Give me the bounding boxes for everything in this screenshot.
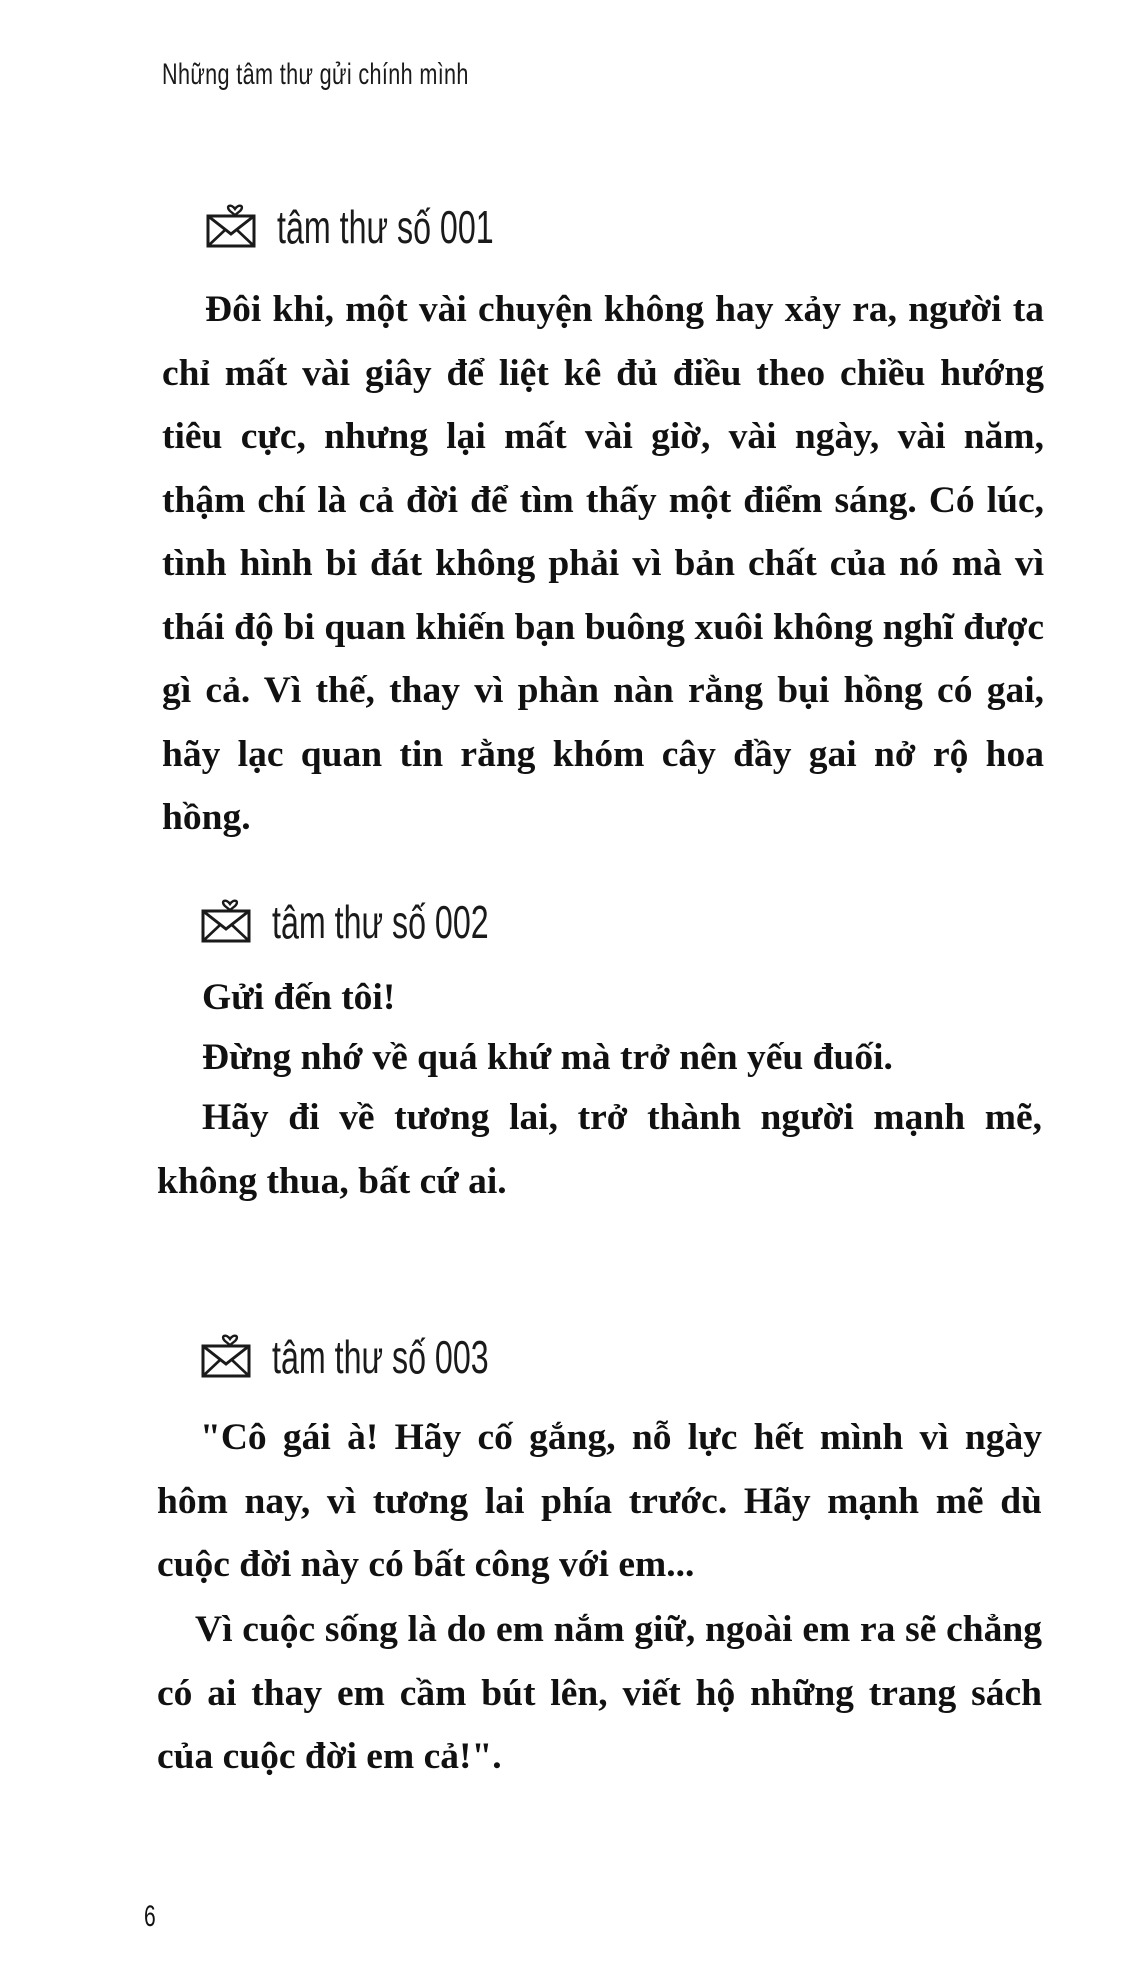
section-heading bbox=[205, 200, 587, 253]
envelope-heart-icon bbox=[205, 200, 263, 250]
paragraph: Đôi khi, một vài chuyện không hay xảy ra, người ta chỉ mất vài giây để liệt kê đủ điều theo chiều hướng tiêu cực, nhưng lại mất vài giờ, vài ngày, vài năm, thậm chí là cả đời để tìm thấy một điểm sáng. Có lúc, tình hình bi đát không phải vì bản chất của nó mà vì thái độ bi quan khiến bạn buông xuôi không nghĩ được gì cả. Vì thế, thay vì phàn nàn rằng bụi hồng có gai, hãy lạc quan tin rằng khóm cây đầy gai nở rộ hoa hồng. bbox=[162, 289, 1044, 838]
paragraph: Gửi đến tôi! bbox=[202, 977, 396, 1018]
envelope-heart-icon bbox=[200, 895, 258, 945]
running-header: Những tâm thư gửi chính mình bbox=[162, 58, 469, 91]
section-title: tâm thư số 002 bbox=[272, 896, 489, 948]
section-title: tâm thư số 001 bbox=[277, 201, 494, 253]
paragraph: Đừng nhớ về quá khứ mà trở nên yếu đuối. bbox=[202, 1037, 893, 1078]
paragraph: "Cô gái à! Hãy cố gắng, nỗ lực hết mình vì ngày hôm nay, vì tương lai phía trước. Hãy mạnh mẽ dù cuộc đời này có bất công với em... bbox=[157, 1417, 1042, 1585]
paragraph: Hãy đi về tương lai, trở thành người mạnh mẽ, không thua, bất cứ ai. bbox=[157, 1097, 1042, 1202]
section-title: tâm thư số 003 bbox=[272, 1331, 489, 1383]
section-heading bbox=[200, 895, 582, 948]
paragraph: Vì cuộc sống là do em nắm giữ, ngoài em ra sẽ chẳng có ai thay em cầm bút lên, viết hộ những trang sách của cuộc đời em cả!". bbox=[157, 1609, 1042, 1777]
section-heading bbox=[200, 1330, 582, 1383]
envelope-heart-icon bbox=[200, 1330, 258, 1380]
page-number: 6 bbox=[144, 1900, 156, 1933]
